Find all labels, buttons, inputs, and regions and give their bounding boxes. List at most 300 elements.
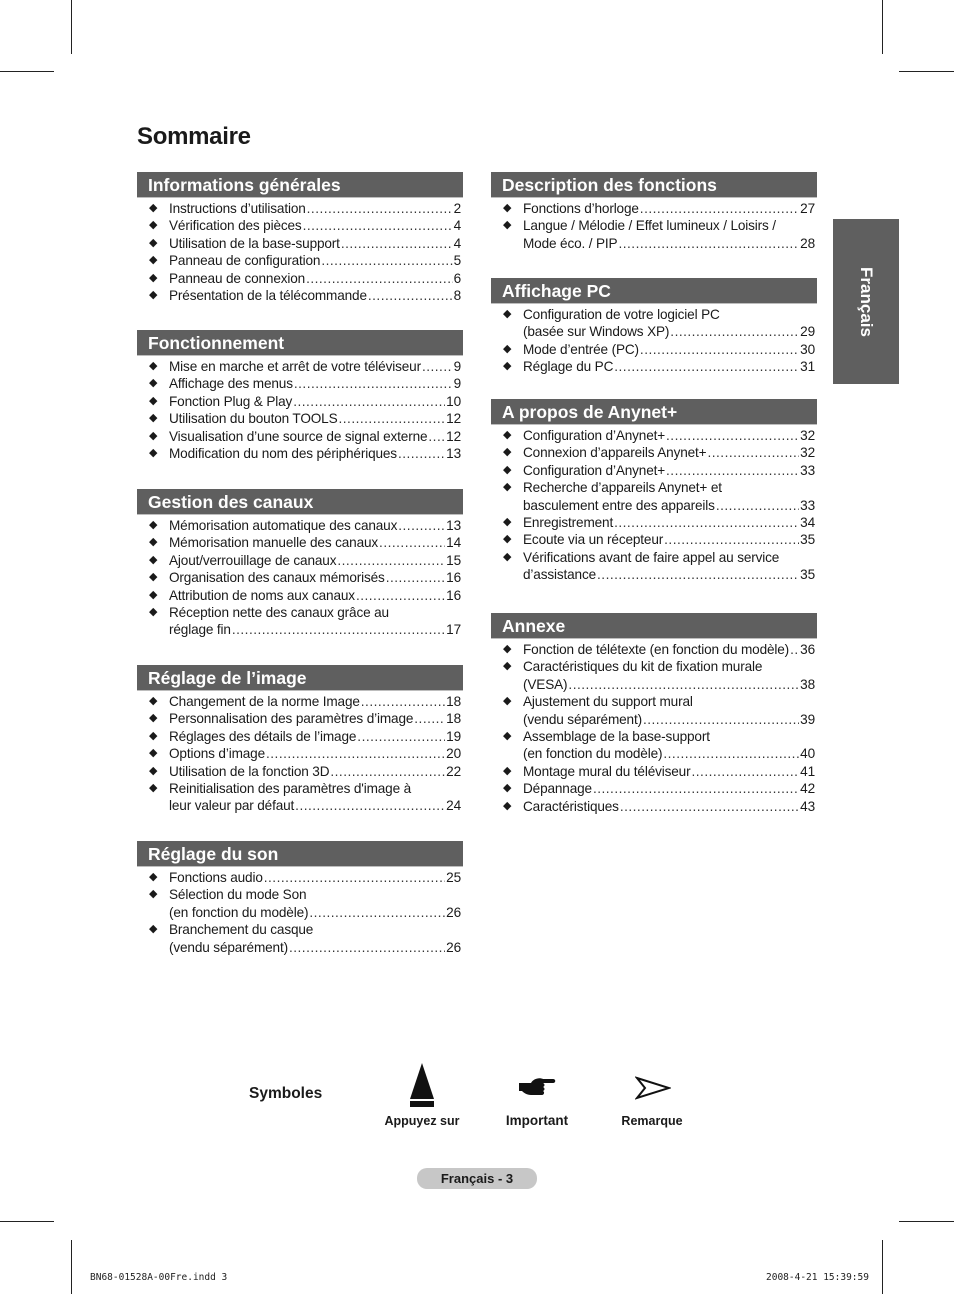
toc-entry <box>137 728 463 745</box>
toc-entry <box>137 235 463 252</box>
toc-entry <box>491 549 817 584</box>
toc-entry-text: Mémorisation manuelle des canaux <box>169 535 379 551</box>
toc-entry-line <box>169 728 461 745</box>
dot-leader <box>321 252 452 269</box>
toc-entry-line <box>523 462 815 479</box>
toc-page-number: 40 <box>800 746 815 762</box>
toc-entry-line <box>523 444 815 461</box>
toc-entry-text: Réglages des détails de l’image <box>169 728 357 744</box>
toc-page-number: 12 <box>446 428 461 444</box>
toc-entry-line <box>169 921 461 938</box>
toc-entry <box>491 217 817 252</box>
toc-page-number: 13 <box>446 446 461 462</box>
toc-entry-line <box>523 497 815 514</box>
toc-page-number: 26 <box>446 904 461 920</box>
toc-page-number: 18 <box>446 711 461 727</box>
toc-entry-text: Utilisation du bouton TOOLS <box>169 411 338 427</box>
toc-entry-text: Ajout/verrouillage de canaux <box>169 552 337 568</box>
toc-page-number: 13 <box>446 518 461 533</box>
dot-leader <box>663 745 799 762</box>
toc-page-number: 14 <box>446 535 461 551</box>
section-heading: Gestion des canaux <box>137 489 463 515</box>
toc-entry-text: (basée sur Windows XP) <box>523 324 670 340</box>
dot-leader <box>339 410 446 427</box>
crop-mark <box>899 1221 954 1222</box>
toc-page-number: 6 <box>453 270 461 286</box>
toc-entry-line <box>523 711 815 728</box>
toc-entry-text: Dépannage <box>523 781 592 797</box>
toc-section-annexe <box>491 613 817 815</box>
toc-entry <box>491 798 817 815</box>
section-heading: Informations générales <box>137 172 463 198</box>
diamond-bullet-icon: ◆ <box>149 712 158 725</box>
diamond-bullet-icon: ◆ <box>503 446 512 459</box>
toc-entry-line <box>169 235 461 252</box>
toc-page-number: 36 <box>800 642 815 657</box>
diamond-bullet-icon: ◆ <box>149 377 158 390</box>
toc-entry <box>137 693 463 710</box>
toc-entry <box>491 763 817 780</box>
toc-page-number: 38 <box>800 676 815 692</box>
press-icon <box>407 1061 437 1109</box>
toc-entry-line <box>169 358 461 375</box>
toc-entry-text: basculement entre des appareils <box>523 497 715 513</box>
toc-entry <box>491 427 817 444</box>
dot-leader <box>666 427 799 444</box>
crop-mark <box>882 0 883 54</box>
toc-entry <box>491 531 817 548</box>
dot-leader <box>666 462 799 479</box>
toc-entry-text: Connexion d’appareils Anynet+ <box>523 445 707 461</box>
toc-entry-list <box>491 427 817 584</box>
diamond-bullet-icon: ◆ <box>503 782 512 795</box>
diamond-bullet-icon: ◆ <box>149 747 158 760</box>
toc-entry <box>137 252 463 269</box>
diamond-bullet-icon: ◆ <box>149 412 158 425</box>
toc-page-number: 17 <box>446 622 461 638</box>
crop-mark <box>71 1240 72 1294</box>
toc-page-number: 16 <box>446 587 461 603</box>
toc-entry-text: Utilisation de la fonction 3D <box>169 763 330 779</box>
dot-leader <box>379 534 445 551</box>
toc-entry <box>137 569 463 586</box>
symbol-caption-press: Appuyez sur <box>384 1114 460 1128</box>
section-heading: Description des fonctions <box>491 172 817 198</box>
toc-entry-line <box>523 323 815 340</box>
toc-entry-line <box>169 287 461 304</box>
dot-leader <box>640 200 799 217</box>
toc-entry-text: Utilisation de la base-support <box>169 235 340 251</box>
toc-entry-text: Configuration d’Anynet+ <box>523 462 666 478</box>
toc-entry <box>491 444 817 461</box>
toc-entry-text: Fonction de télétexte (en fonction du modèle) <box>523 642 790 657</box>
dot-leader <box>309 904 445 921</box>
toc-entry-text: Attribution de noms aux canaux <box>169 587 355 603</box>
diamond-bullet-icon: ◆ <box>149 254 158 267</box>
toc-entry <box>137 921 463 956</box>
diamond-bullet-icon: ◆ <box>503 308 512 320</box>
toc-entry-line <box>523 427 815 444</box>
toc-entry <box>491 658 817 693</box>
toc-entry-line <box>169 869 461 886</box>
dot-leader <box>640 341 799 358</box>
language-tab-label: Français <box>857 266 876 337</box>
diamond-bullet-icon: ◆ <box>149 764 158 777</box>
toc-entry-line <box>523 693 815 710</box>
toc-entry-line <box>169 886 461 903</box>
toc-page-number: 39 <box>800 711 815 727</box>
toc-entry-list <box>137 358 463 462</box>
dot-leader <box>664 531 799 548</box>
toc-entry-line <box>523 728 815 745</box>
toc-entry-text: (en fonction du modèle) <box>523 746 663 762</box>
dot-leader <box>306 270 453 287</box>
toc-page-number: 32 <box>800 445 815 461</box>
toc-page-number: 42 <box>800 781 815 797</box>
dot-leader <box>303 217 453 234</box>
toc-entry-text: Caractéristiques <box>523 798 619 814</box>
toc-entry-list <box>491 200 817 252</box>
dot-leader <box>618 235 799 252</box>
toc-entry-text: Réglage du PC <box>523 359 614 375</box>
toc-entry-line <box>169 270 461 287</box>
toc-entry <box>491 514 817 531</box>
dot-leader <box>643 711 799 728</box>
toc-entry-text: Mode d’entrée (PC) <box>523 341 639 357</box>
toc-entry-line <box>523 763 815 780</box>
toc-entry-line <box>169 710 461 727</box>
diamond-bullet-icon: ◆ <box>149 536 158 549</box>
dot-leader <box>330 763 445 780</box>
toc-page-number: 4 <box>453 235 461 251</box>
toc-page-number: 9 <box>453 376 461 392</box>
pointing-hand-icon <box>517 1075 557 1101</box>
dot-leader <box>368 287 453 304</box>
toc-entry-line <box>169 780 461 797</box>
diamond-bullet-icon: ◆ <box>149 429 158 442</box>
toc-entry-line <box>523 358 815 375</box>
toc-page-number: 15 <box>446 552 461 568</box>
toc-page-number: 31 <box>800 359 815 375</box>
toc-entry-text: Configuration d’Anynet+ <box>523 428 666 443</box>
toc-entry-line <box>169 517 461 534</box>
toc-page-number: 41 <box>800 763 815 779</box>
dot-leader <box>337 552 445 569</box>
diamond-bullet-icon: ◆ <box>149 871 158 883</box>
toc-page-number: 34 <box>800 515 815 531</box>
toc-entry-line <box>169 410 461 427</box>
toc-entry <box>137 534 463 551</box>
page-footer-label: Français - 3 <box>417 1168 537 1189</box>
symbol-note <box>592 1058 712 1130</box>
dot-leader <box>691 763 799 780</box>
diamond-bullet-icon: ◆ <box>503 643 512 655</box>
dot-leader <box>568 676 799 693</box>
toc-entry <box>137 445 463 462</box>
toc-page-number: 29 <box>800 324 815 340</box>
crop-mark <box>0 71 54 72</box>
toc-entry-line <box>523 200 815 217</box>
toc-entry-text: Reinitialisation des paramètres d'image à <box>169 781 412 797</box>
toc-page-number: 35 <box>800 567 815 583</box>
toc-entry-line <box>169 904 461 921</box>
toc-entry-text: Instructions d’utilisation <box>169 201 306 216</box>
diamond-bullet-icon: ◆ <box>149 360 158 372</box>
diamond-bullet-icon: ◆ <box>503 550 512 563</box>
toc-entry <box>137 552 463 569</box>
toc-entry-text: Fonction Plug & Play <box>169 393 293 409</box>
diamond-bullet-icon: ◆ <box>503 429 512 441</box>
toc-entry-line <box>523 341 815 358</box>
toc-entry-text: Caractéristiques du kit de fixation murale <box>523 659 763 675</box>
dot-leader <box>295 797 445 814</box>
diamond-bullet-icon: ◆ <box>503 481 512 494</box>
dot-leader <box>357 728 445 745</box>
diamond-bullet-icon: ◆ <box>149 219 158 232</box>
toc-entry-text: Branchement du casque <box>169 922 314 938</box>
diamond-bullet-icon: ◆ <box>503 219 512 232</box>
diamond-bullet-icon: ◆ <box>503 516 512 529</box>
toc-entry-text: Panneau de configuration <box>169 253 321 269</box>
language-tab <box>833 219 899 384</box>
diamond-bullet-icon: ◆ <box>503 799 512 812</box>
toc-page-number: 4 <box>453 218 461 234</box>
toc-entry-text: Mode éco. / PIP <box>523 235 618 251</box>
toc-entry <box>137 287 463 304</box>
toc-entry-line <box>169 569 461 586</box>
toc-entry-text: Changement de la norme Image <box>169 694 360 709</box>
toc-page-number: 43 <box>800 798 815 814</box>
dot-leader <box>670 323 799 340</box>
diamond-bullet-icon: ◆ <box>149 447 158 460</box>
toc-entry <box>137 270 463 287</box>
dot-leader <box>614 514 799 531</box>
toc-page-number: 2 <box>453 201 461 216</box>
toc-entry-text: (vendu séparément) <box>169 939 288 955</box>
dot-leader <box>398 445 445 462</box>
diamond-bullet-icon: ◆ <box>503 342 512 355</box>
toc-page-number: 5 <box>453 253 461 269</box>
diamond-bullet-icon: ◆ <box>503 360 512 373</box>
toc-entry-line <box>169 693 461 710</box>
toc-entry-line <box>169 428 461 445</box>
toc-entry <box>491 341 817 358</box>
toc-entry-text: Mémorisation automatique des canaux <box>169 518 398 533</box>
toc-entry <box>491 693 817 728</box>
toc-entry-line <box>523 798 815 815</box>
symbols-label: Symboles <box>249 1085 323 1102</box>
toc-page-number: 16 <box>446 570 461 586</box>
toc-entry-text: Ecoute via un récepteur <box>523 532 664 548</box>
toc-page-number: 25 <box>446 870 461 885</box>
toc-entry <box>491 780 817 797</box>
diamond-bullet-icon: ◆ <box>149 729 158 742</box>
toc-page-number: 27 <box>800 201 815 216</box>
toc-page-number: 19 <box>446 728 461 744</box>
toc-entry-text: Vérifications avant de faire appel au service <box>523 549 780 565</box>
diamond-bullet-icon: ◆ <box>149 202 158 214</box>
toc-entry-list <box>491 641 817 815</box>
dot-leader <box>386 569 445 586</box>
toc-entry-line <box>523 566 815 583</box>
toc-entry-text: leur valeur par défaut <box>169 798 295 814</box>
dot-leader <box>422 358 453 375</box>
toc-entry-text: Fonctions audio <box>169 870 263 885</box>
diamond-bullet-icon: ◆ <box>149 519 158 531</box>
toc-entry-text: Recherche d’appareils Anynet+ et <box>523 480 722 496</box>
toc-page-number: 35 <box>800 532 815 548</box>
toc-page-number: 24 <box>446 798 461 814</box>
dot-leader <box>414 710 445 727</box>
toc-entry-line <box>523 676 815 693</box>
toc-entry-list <box>137 869 463 956</box>
toc-entry-line <box>523 479 815 496</box>
toc-entry-list <box>137 693 463 815</box>
toc-page-number: 26 <box>446 939 461 955</box>
dot-leader <box>428 428 445 445</box>
toc-entry-line <box>169 393 461 410</box>
toc-entry-text: Enregistrement <box>523 515 614 531</box>
toc-entry <box>137 587 463 604</box>
toc-entry <box>137 428 463 445</box>
dot-leader <box>341 235 453 252</box>
toc-entry-text: Sélection du mode Son <box>169 887 307 903</box>
diamond-bullet-icon: ◆ <box>149 289 158 302</box>
toc-entry <box>137 604 463 639</box>
toc-entry-text: Affichage des menus <box>169 376 293 392</box>
toc-entry <box>491 641 817 658</box>
toc-page-number: 28 <box>800 235 815 251</box>
dot-leader <box>593 780 799 797</box>
toc-section-gestion-des-canaux <box>137 489 463 639</box>
symbol-caption-important: Important <box>505 1113 569 1128</box>
toc-entry-text: réglage fin <box>169 622 231 638</box>
dot-leader <box>716 497 799 514</box>
diamond-bullet-icon: ◆ <box>503 730 512 743</box>
toc-entry-text: Options d’image <box>169 746 265 762</box>
toc-entry-text: Visualisation d’une source de signal externe <box>169 428 428 444</box>
diamond-bullet-icon: ◆ <box>149 588 158 601</box>
diamond-bullet-icon: ◆ <box>503 695 512 708</box>
diamond-bullet-icon: ◆ <box>503 463 512 476</box>
toc-section-affichage-pc <box>491 278 817 376</box>
toc-entry-text: Réception nette des canaux grâce au <box>169 605 389 621</box>
diamond-bullet-icon: ◆ <box>149 236 158 249</box>
dot-leader <box>266 745 445 762</box>
toc-entry-text: Présentation de la télécommande <box>169 288 367 304</box>
diamond-bullet-icon: ◆ <box>149 571 158 584</box>
toc-section-fonctionnement <box>137 330 463 462</box>
dot-leader <box>790 641 799 658</box>
toc-entry <box>137 358 463 375</box>
toc-entry <box>137 217 463 234</box>
toc-section-reglage-du-son <box>137 841 463 956</box>
crop-mark <box>882 1240 883 1294</box>
toc-entry-text: Panneau de connexion <box>169 270 306 286</box>
toc-entry <box>137 886 463 921</box>
toc-entry-text: Assemblage de la base-support <box>523 729 710 745</box>
page-title: Sommaire <box>137 123 251 150</box>
diamond-bullet-icon: ◆ <box>503 202 512 214</box>
toc-entry-text: Mise en marche et arrêt de votre téléviseur <box>169 359 421 374</box>
toc-entry <box>491 479 817 514</box>
toc-page-number: 30 <box>800 341 815 357</box>
toc-entry <box>491 728 817 763</box>
toc-page-number: 8 <box>453 288 461 304</box>
toc-entry-line <box>169 621 461 638</box>
toc-entry-line <box>169 745 461 762</box>
toc-section-reglage-de-l-image <box>137 665 463 815</box>
toc-entry <box>491 462 817 479</box>
dot-leader <box>620 798 799 815</box>
toc-entry <box>137 710 463 727</box>
toc-entry-text: Modification du nom des périphériques <box>169 446 397 462</box>
toc-entry-text: Langue / Mélodie / Effet lumineux / Loisirs / <box>523 218 776 234</box>
section-heading: A propos de Anynet+ <box>491 399 817 425</box>
toc-entry-line <box>169 797 461 814</box>
toc-entry <box>137 410 463 427</box>
toc-entry-line <box>169 587 461 604</box>
symbol-press <box>362 1058 482 1130</box>
toc-entry-text: (vendu séparément) <box>523 711 642 727</box>
arrowhead-icon <box>635 1076 671 1100</box>
toc-entry-text: (en fonction du modèle) <box>169 904 309 920</box>
toc-entry-line <box>523 780 815 797</box>
dot-leader <box>293 393 445 410</box>
toc-entry-line <box>523 217 815 234</box>
toc-section-informations-generales <box>137 172 463 304</box>
toc-entry-text: Ajustement du support mural <box>523 694 693 710</box>
dot-leader <box>232 621 445 638</box>
toc-entry-text: d’assistance <box>523 567 597 583</box>
toc-entry-text: Configuration de votre logiciel PC <box>523 307 720 322</box>
toc-entry-line <box>523 745 815 762</box>
toc-entry <box>491 306 817 341</box>
dot-leader <box>361 693 445 710</box>
toc-entry-line <box>169 939 461 956</box>
dot-leader <box>307 200 453 217</box>
section-heading: Annexe <box>491 613 817 639</box>
dot-leader <box>398 517 445 534</box>
toc-page-number: 22 <box>446 763 461 779</box>
section-heading: Réglage du son <box>137 841 463 867</box>
dot-leader <box>294 375 453 392</box>
section-heading: Affichage PC <box>491 278 817 304</box>
symbol-caption-note: Remarque <box>621 1114 683 1128</box>
toc-entry-line <box>523 641 815 658</box>
toc-entry-list <box>137 517 463 639</box>
toc-entry-line <box>169 763 461 780</box>
diamond-bullet-icon: ◆ <box>149 888 158 901</box>
toc-entry-text: (VESA) <box>523 676 568 692</box>
toc-page-number: 20 <box>446 746 461 762</box>
toc-entry-text: Fonctions d’horloge <box>523 201 639 216</box>
toc-entry <box>137 517 463 534</box>
diamond-bullet-icon: ◆ <box>149 553 158 566</box>
toc-entry <box>491 358 817 375</box>
toc-entry-text: Personnalisation des paramètres d’image <box>169 711 414 727</box>
crop-mark <box>899 71 954 72</box>
toc-entry <box>137 780 463 815</box>
slug-timestamp: 2008-4-21 15:39:59 <box>766 1272 869 1283</box>
toc-page-number: 10 <box>446 393 461 409</box>
dot-leader <box>707 444 799 461</box>
toc-entry <box>137 200 463 217</box>
toc-entry-line <box>169 252 461 269</box>
toc-entry-line <box>169 445 461 462</box>
diamond-bullet-icon: ◆ <box>149 394 158 407</box>
toc-entry-line <box>523 514 815 531</box>
